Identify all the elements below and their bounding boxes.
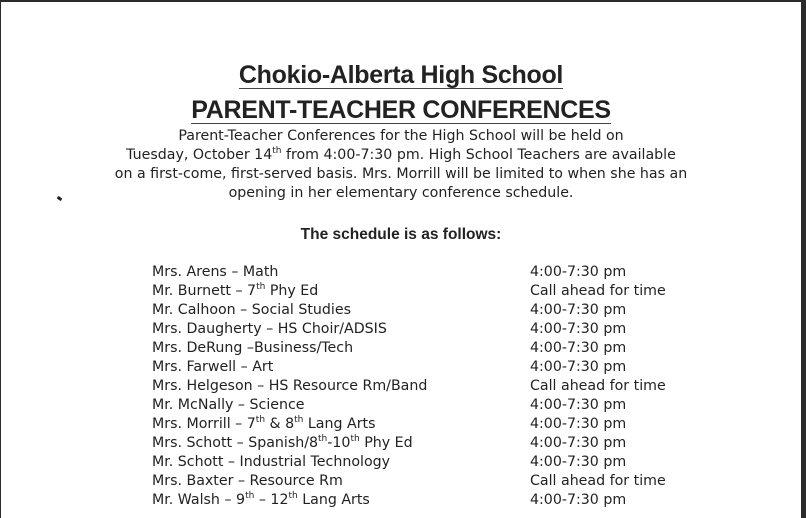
schedule-row xyxy=(152,434,712,453)
conference-time: Call ahead for time xyxy=(530,473,666,489)
teacher-text: Mr. McNally – Science xyxy=(152,397,305,413)
teacher-text: Mrs. Schott – Spanish/8 xyxy=(152,435,319,451)
teacher-text: Mr. Walsh – 9 xyxy=(152,492,246,508)
ordinal-suffix: th xyxy=(288,491,298,501)
conference-time: 4:00-7:30 pm xyxy=(530,359,627,375)
teacher-subject xyxy=(152,453,530,472)
teacher-text: -10 xyxy=(327,435,351,451)
teacher-text: Mr. Burnett – 7 xyxy=(152,283,257,299)
conference-time: 4:00-7:30 pm xyxy=(530,264,627,280)
intro-line-3: on a first-come, first-served basis. Mrs. Morrill will be limited to when she has an xyxy=(114,166,688,182)
teacher-subject xyxy=(152,377,530,396)
conference-time: 4:00-7:30 pm xyxy=(530,435,627,451)
schedule-list xyxy=(152,263,712,510)
intro-date-suffix: th xyxy=(272,146,282,156)
teacher-subject xyxy=(152,263,530,282)
schedule-row xyxy=(152,415,712,434)
teacher-text: Mrs. Farwell – Art xyxy=(152,359,274,375)
teacher-subject xyxy=(152,396,530,415)
ordinal-suffix: th xyxy=(294,415,304,425)
teacher-text: Mr. Calhoon – Social Studies xyxy=(152,302,351,318)
teacher-text: Mr. Schott – Industrial Technology xyxy=(152,454,391,470)
intro-line-4: opening in her elementary conference schedule. xyxy=(228,185,574,201)
schedule-row xyxy=(152,320,712,339)
intro-line-1: Parent-Teacher Conferences for the High School will be held on xyxy=(178,128,624,144)
teacher-text: Lang Arts xyxy=(303,416,376,432)
conference-time: 4:00-7:30 pm xyxy=(530,416,627,432)
teacher-text: Phy Ed xyxy=(265,283,319,299)
school-name-heading xyxy=(1,61,801,90)
teacher-text: & 8 xyxy=(265,416,295,432)
ordinal-suffix: th xyxy=(318,434,328,444)
teacher-subject xyxy=(152,472,530,491)
schedule-row xyxy=(152,377,712,396)
conference-time: 4:00-7:30 pm xyxy=(530,454,627,470)
document-page xyxy=(1,2,801,518)
teacher-text: Mrs. Daugherty – HS Choir/ADSIS xyxy=(152,321,387,337)
schedule-row xyxy=(152,396,712,415)
intro-paragraph xyxy=(1,127,801,203)
conference-time: Call ahead for time xyxy=(530,378,666,394)
intro-time-text: from 4:00-7:30 pm. High School Teachers are available xyxy=(281,147,676,163)
schedule-row xyxy=(152,472,712,491)
teacher-text: Phy Ed xyxy=(359,435,413,451)
teacher-subject xyxy=(152,434,530,453)
conference-time: Call ahead for time xyxy=(530,283,666,299)
teacher-text: Mrs. Arens – Math xyxy=(152,264,279,280)
schedule-row xyxy=(152,282,712,301)
school-name: Chokio-Alberta High School xyxy=(238,61,564,89)
intro-line-2 xyxy=(1,146,801,165)
teacher-text: Mrs. Baxter – Resource Rm xyxy=(152,473,343,489)
teacher-text: Mrs. DeRung –Business/Tech xyxy=(152,340,354,356)
intro-date: Tuesday, October 14 xyxy=(126,147,273,163)
ordinal-suffix: th xyxy=(245,491,255,501)
ordinal-suffix: th xyxy=(350,434,360,444)
teacher-subject xyxy=(152,358,530,377)
schedule-row xyxy=(152,301,712,320)
teacher-subject xyxy=(152,339,530,358)
schedule-row xyxy=(152,339,712,358)
event-title: PARENT-TEACHER CONFERENCES xyxy=(191,96,611,124)
schedule-row xyxy=(152,453,712,472)
ordinal-suffix: th xyxy=(256,282,266,292)
ordinal-suffix: th xyxy=(255,415,266,425)
teacher-text: Mrs. Helgeson – HS Resource Rm/Band xyxy=(152,378,428,394)
teacher-subject xyxy=(152,491,530,510)
conference-time: 4:00-7:30 pm xyxy=(530,492,627,508)
conference-time: 4:00-7:30 pm xyxy=(530,302,627,318)
schedule-row xyxy=(152,491,712,510)
teacher-subject xyxy=(152,320,530,339)
teacher-subject xyxy=(152,415,530,434)
schedule-row xyxy=(152,358,712,377)
schedule-heading: The schedule is as follows: xyxy=(300,226,502,243)
conference-time: 4:00-7:30 pm xyxy=(530,397,627,413)
conference-time: 4:00-7:30 pm xyxy=(530,321,627,337)
teacher-text: – 12 xyxy=(254,492,289,508)
schedule-row xyxy=(152,263,712,282)
teacher-subject xyxy=(152,301,530,320)
teacher-text: Mrs. Morrill – 7 xyxy=(152,416,256,432)
teacher-subject xyxy=(152,282,530,301)
conference-time: 4:00-7:30 pm xyxy=(530,340,627,356)
event-title-heading xyxy=(1,96,801,125)
teacher-text: Lang Arts xyxy=(297,492,370,508)
